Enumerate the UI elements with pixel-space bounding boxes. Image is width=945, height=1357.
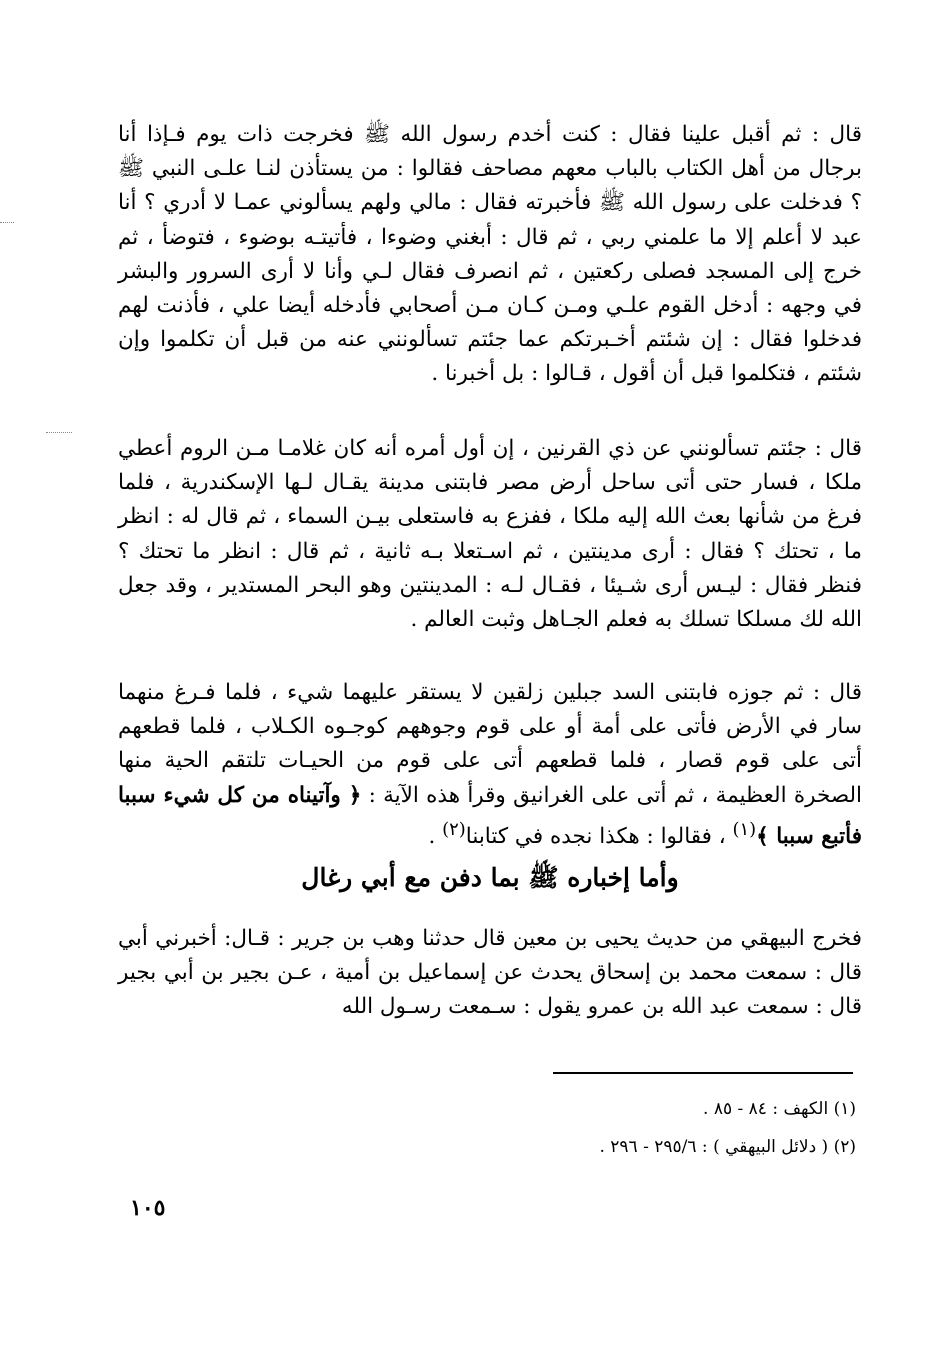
- body-paragraph-2: قال : جئتم تسألونني عن ذي القرنين ، إن أول أمره أنه كان غلامـا مـن الروم أعطي ملكا ، فسار حتى أتى ساحل أرض مصر فابتنى مدينة يقـال لـها الإسكندرية ، فلما فرغ من شأنها بعث الله إليه ملكا ، ففزع به فاستعلى بيـن السماء ، ثم قال له : انظر ما ، تحتك ؟ فقال : أرى مدينتين ، ثم اسـتعلا بـه ثانية ، ثم قال : انظر ما تحتك ؟ فنظر فقال : ليـس أرى شـيئا ، فقـال لـه : المدينتين وهو البحر المستدير ، وقد جعل الله لك مسلكا تسلك به فعلم الجـاهل وثبت العالم .: [118, 436, 862, 633]
- footnote-ref-1: (١): [732, 818, 757, 840]
- body-paragraph-1: قال : ثم أقبل علينا فقال : كنت أخدم رسول الله ﷺ فخرجت ذات يوم فـإذا أنا برجال من أهل الكتاب بالباب معهم مصاحف فقالوا : من يستأذن لنـا علـى النبي ﷺ ؟ فدخلت على رسول الله ﷺ فأخبرته فقال : مالي ولهم يسألوني عمـا لا أدري ؟ أنا عبد لا أعلم إلا ما علمني ربي ، ثم قال : أبغني وضوءا ، فأتيتـه بوضوء ، فتوضأ ، ثم خرج إلى المسجد فصلى ركعتين ، ثم انصرف فقال لـي وأنا لا أرى السرور والبشر في وجهه : أدخل القوم علـي ومـن كـان مـن أصحابي فأدخله أيضا علي ، فأذنت لهم فدخلوا فقال : إن شئتم أخـبرتكم عما جئتم تسألونني عنه من قبل أن تكلموا وإن شئتم ، فتكلموا قبل أن أقول ، قـالوا : بل أخبرنا .: [118, 122, 862, 387]
- footnote-separator: [553, 1072, 853, 1074]
- footnote-ref-2: (٢): [442, 818, 466, 840]
- paragraph-3-middle: ، فقالوا : هكذا نجده في كتابنا: [465, 823, 733, 849]
- scan-mark: [46, 432, 72, 433]
- section-heading: وأما إخباره ﷺ بما دفن مع أبي رغال: [301, 863, 679, 892]
- page-number: ١٠٥: [130, 1195, 166, 1221]
- quran-verse: ﴿ وآتيناه من كل شيء سببا فأتبع سببا ﴾: [118, 782, 862, 849]
- footnote-2: (٢) ( دلائل البيهقي ) : ٢٩٥/٦ - ٢٩٦ .: [599, 1137, 856, 1157]
- body-paragraph-4: فخرج البيهقي من حديث يحيى بن معين قال حدثنا وهب بن جرير : قـال: أخبرني أبي قال : سمعت محمد بن إسحاق يحدث عن إسماعيل بن أمية ، عـن بجير بن أبي بجير قال : سمعت عبد الله بن عمرو يقول : سـمعت رسـول الله: [118, 926, 862, 1020]
- paragraph-3-text: قال : ثم جوزه فابتنى السد جبلين زلقين لا يستقر عليهما شيء ، فلما فـرغ منهما سار في الأرض فأتى على أمة أو على قوم وجوههم كوجـوه الكـلاب ، فلما قطعهم أتى على قوم قصار ، فلما قطعهم أتى على قوم من الحيـات تلتقم الحية منها الصخرة العظيمة ، ثم أتى على الغرانيق وقرأ هذه الآية :: [118, 680, 863, 808]
- paragraph-3-end: .: [428, 823, 443, 849]
- scan-mark: [0, 222, 14, 223]
- footnote-1: (١) الكهف : ٨٤ - ٨٥ .: [703, 1099, 856, 1119]
- body-paragraph-3: [118, 676, 862, 854]
